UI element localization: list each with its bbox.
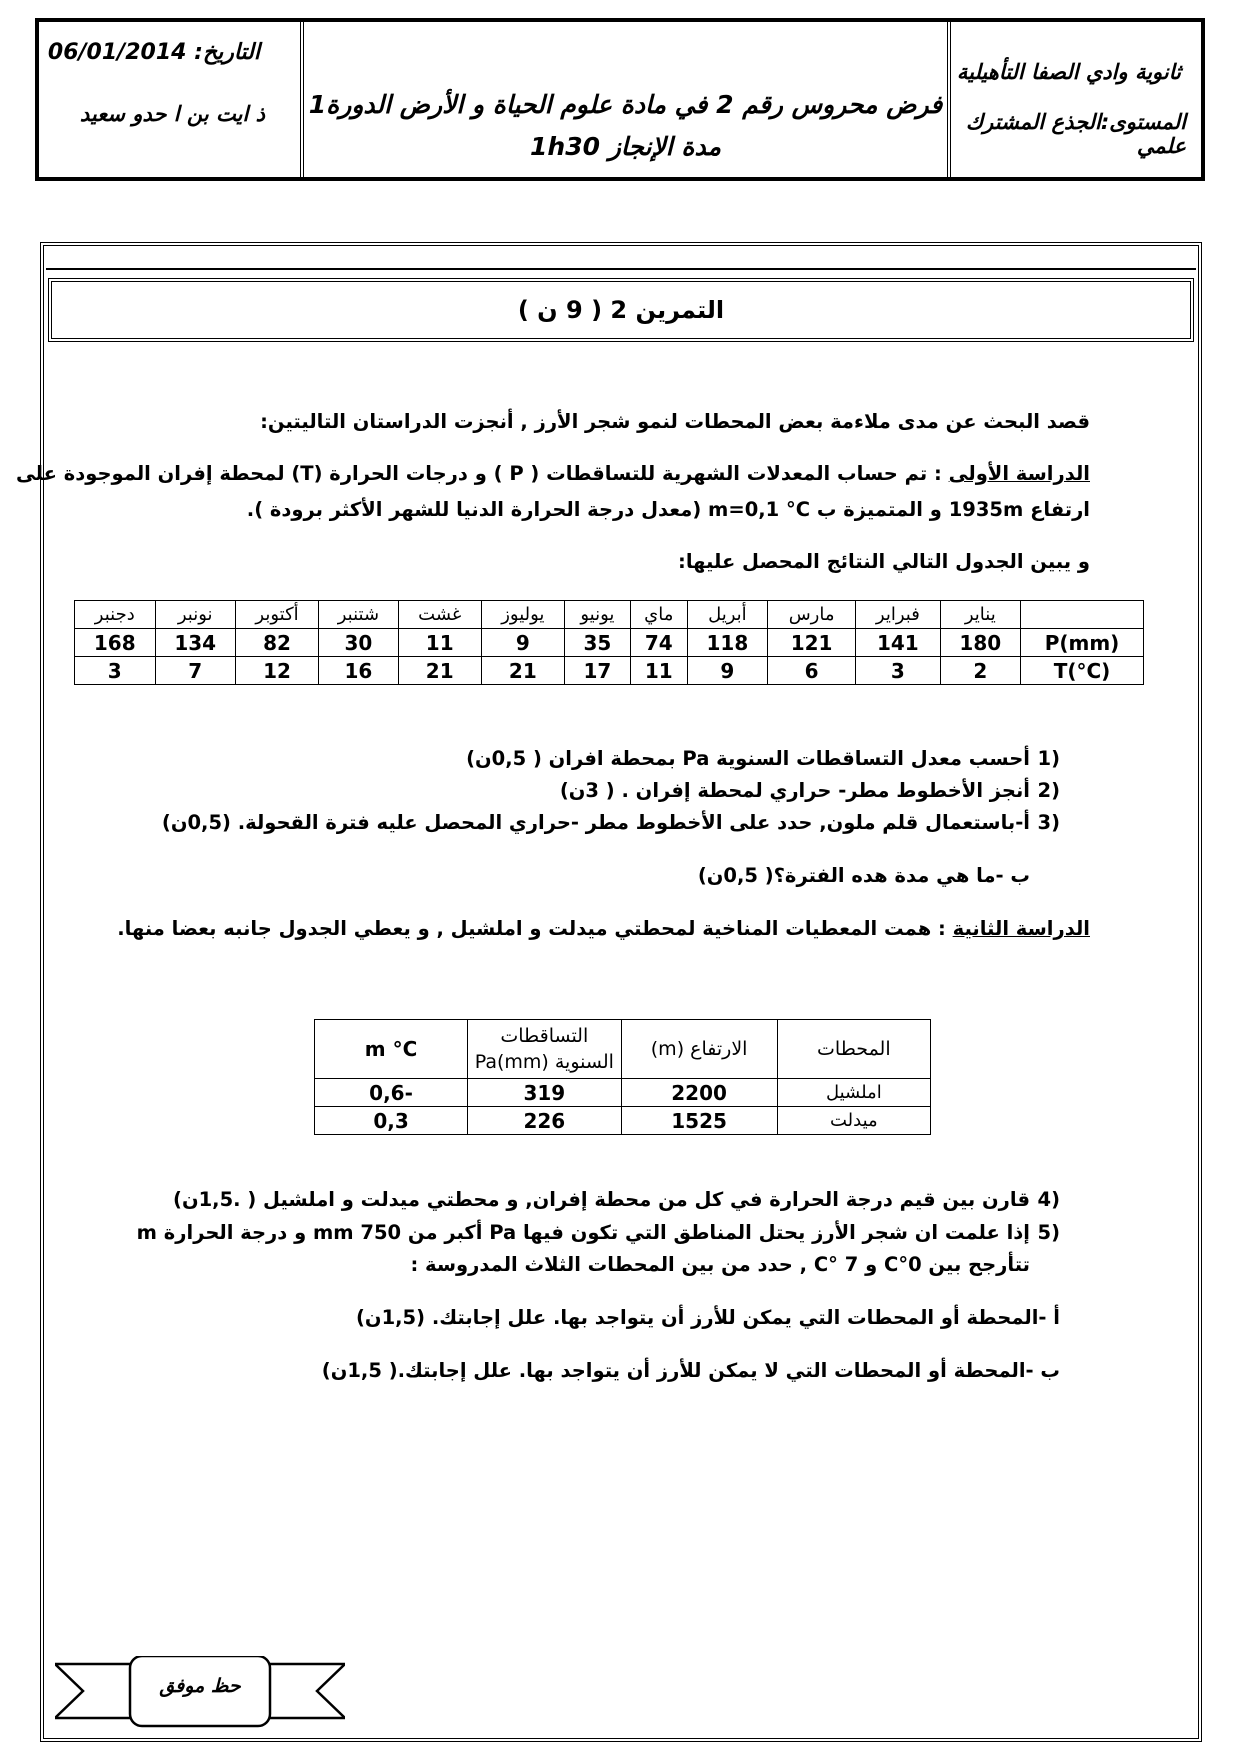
table-cell: نونبر <box>155 601 235 629</box>
table-cell: 6 <box>768 657 856 685</box>
study1-label: الدراسة الأولى <box>948 462 1090 485</box>
question-3a: أ-باستعمال قلم ملون, حدد على الأخطوط مطر -حراري المحصل عليه فترة القحولة. (0,5ن) <box>161 811 1030 834</box>
table-cell: 134 <box>155 629 235 657</box>
table-cell: 2 <box>940 657 1020 685</box>
table-cell: غشت <box>398 601 481 629</box>
table-row-label: P(mm) <box>1021 629 1144 657</box>
table-cell: 16 <box>319 657 399 685</box>
table-cell: 141 <box>856 629 940 657</box>
ribbon-left-tail <box>55 1664 140 1718</box>
table-cell: 3 <box>75 657 156 685</box>
table-cell: 7 <box>155 657 235 685</box>
table-header: m °C <box>315 1020 468 1079</box>
table-row <box>75 657 1144 685</box>
table-cell: شتنبر <box>319 601 399 629</box>
table-cell: 11 <box>398 629 481 657</box>
table-cell: املشيل <box>777 1079 930 1107</box>
table-cell: 12 <box>235 657 318 685</box>
table-cell: 3 <box>856 657 940 685</box>
question-number: 3) <box>1037 811 1060 834</box>
question-number: 4) <box>1037 1188 1060 1211</box>
table-cell: فبراير <box>856 601 940 629</box>
table-cell: 82 <box>235 629 318 657</box>
table-cell: 2200 <box>621 1079 777 1107</box>
table-row-label: T(°C) <box>1021 657 1144 685</box>
intro-text: قصد البحث عن مدى ملاءمة بعض المحطات لنمو شجر الأرز , أنجزت الدراستان التاليتين: <box>260 410 1090 433</box>
table-cell: ماي <box>630 601 687 629</box>
table-cell: مارس <box>768 601 856 629</box>
table-cell: 0,3 <box>315 1107 468 1135</box>
climate-table-ifrane <box>74 600 1144 685</box>
exam-duration: مدة الإنجاز 1h30 <box>530 132 721 161</box>
table-row <box>315 1079 931 1107</box>
question-1: أحسب معدل التساقطات السنوية Pa بمحطة افران ( 0,5ن) <box>466 747 1030 770</box>
question-number: 2) <box>1037 779 1060 802</box>
header-right-cell <box>951 22 1201 177</box>
study2-line <box>117 917 1090 940</box>
frame-divider <box>46 268 1196 270</box>
study2-text: : همت المعطيات المناخية لمحطتي ميدلت و املشيل , و يعطي الجدول جانبه بعضا منها. <box>117 917 953 940</box>
table-cell: 30 <box>319 629 399 657</box>
school-name: ثانوية وادي الصفا التأهيلية <box>956 60 1181 84</box>
question-3b: ب -ما هي مدة هده الفترة؟( 0,5ن) <box>697 864 1030 887</box>
table-cell: يناير <box>940 601 1020 629</box>
table-cell: 74 <box>630 629 687 657</box>
table-cell: يوليوز <box>481 601 564 629</box>
table-row <box>75 601 1144 629</box>
exercise-title: التمرين 2 ( 9 ن ) <box>517 296 725 324</box>
table-cell: 9 <box>687 657 767 685</box>
question-4: قارن بين قيم درجة الحرارة في كل من محطة إفران, و محطتي ميدلت و املشيل ( .1,5ن) <box>173 1188 1030 1211</box>
table-header: المحطات <box>777 1020 930 1079</box>
exam-title: فرض محروس رقم 2 في مادة علوم الحياة و الأرض الدورة1 <box>308 90 943 119</box>
good-luck-text: حظ موفق <box>159 1675 241 1697</box>
exam-header <box>35 18 1205 181</box>
table-cell: 35 <box>564 629 630 657</box>
table-header: الارتفاع (m) <box>621 1020 777 1079</box>
table-cell: -0,6 <box>315 1079 468 1107</box>
table-cell: 226 <box>468 1107 621 1135</box>
exercise-title-box <box>48 278 1194 342</box>
question-2: أنجز الأخطوط مطر- حراري لمحطة إفران . ( 3ن) <box>559 779 1030 802</box>
header-middle-cell <box>304 22 951 177</box>
table-cell: 11 <box>630 657 687 685</box>
question-number: 1) <box>1037 747 1060 770</box>
header-left-cell <box>39 22 304 177</box>
table-cell: ميدلت <box>777 1107 930 1135</box>
study1-line2: ارتفاع 1935m و المتميزة ب m=0,1 °C (معدل درجة الحرارة الدنيا للشهر الأكثر برودة ). <box>246 498 1090 521</box>
table-cell: 17 <box>564 657 630 685</box>
table-cell <box>1021 601 1144 629</box>
question-5-line2: تتأرجح بين 0°C و 7 °C , حدد من بين المحطات الثلاث المدروسة : <box>410 1253 1030 1276</box>
question-number: 5) <box>1037 1221 1060 1244</box>
study2-label: الدراسة الثانية <box>952 917 1090 940</box>
table-cell: 21 <box>398 657 481 685</box>
study1-line1 <box>16 462 1090 485</box>
table-cell: 319 <box>468 1079 621 1107</box>
question-5-line1: إذا علمت ان شجر الأرز يحتل المناطق التي تكون فيها Pa أكبر من 750 mm و درجة الحرارة m <box>136 1221 1030 1244</box>
table-cell: دجنبر <box>75 601 156 629</box>
table-cell: 180 <box>940 629 1020 657</box>
question-5a: أ -المحطة أو المحطات التي يمكن للأرز أن يتواجد بها. علل إجابتك. (1,5ن) <box>356 1306 1060 1329</box>
table-cell: 121 <box>768 629 856 657</box>
table-row <box>315 1107 931 1135</box>
table-row <box>75 629 1144 657</box>
teacher-name: ذ ايت بن ا حدو سعيد <box>79 102 265 126</box>
table-row <box>315 1020 931 1079</box>
ribbon-right-tail <box>260 1664 345 1718</box>
table-cell: يونيو <box>564 601 630 629</box>
table1-intro: و يبين الجدول التالي النتائج المحصل عليها: <box>678 550 1090 573</box>
table-cell: أكتوبر <box>235 601 318 629</box>
table-cell: 1525 <box>621 1107 777 1135</box>
study1-text: : تم حساب المعدلات الشهرية للتساقطات ( P ) و درجات الحرارة (T) لمحطة إفران الموجودة على <box>15 462 949 485</box>
table-cell: 9 <box>481 629 564 657</box>
stations-table <box>314 1019 931 1135</box>
table-cell: أبريل <box>687 601 767 629</box>
table-header: التساقطات السنوية Pa(mm) <box>468 1020 621 1079</box>
exam-date: التاريخ: 06/01/2014 <box>47 40 260 65</box>
question-5b: ب -المحطة أو المحطات التي لا يمكن للأرز أن يتواجد بها. علل إجابتك.( 1,5ن) <box>321 1359 1060 1382</box>
table-cell: 21 <box>481 657 564 685</box>
table-cell: 118 <box>687 629 767 657</box>
class-level: المستوى:الجذع المشترك علمي <box>965 110 1186 158</box>
table-cell: 168 <box>75 629 156 657</box>
